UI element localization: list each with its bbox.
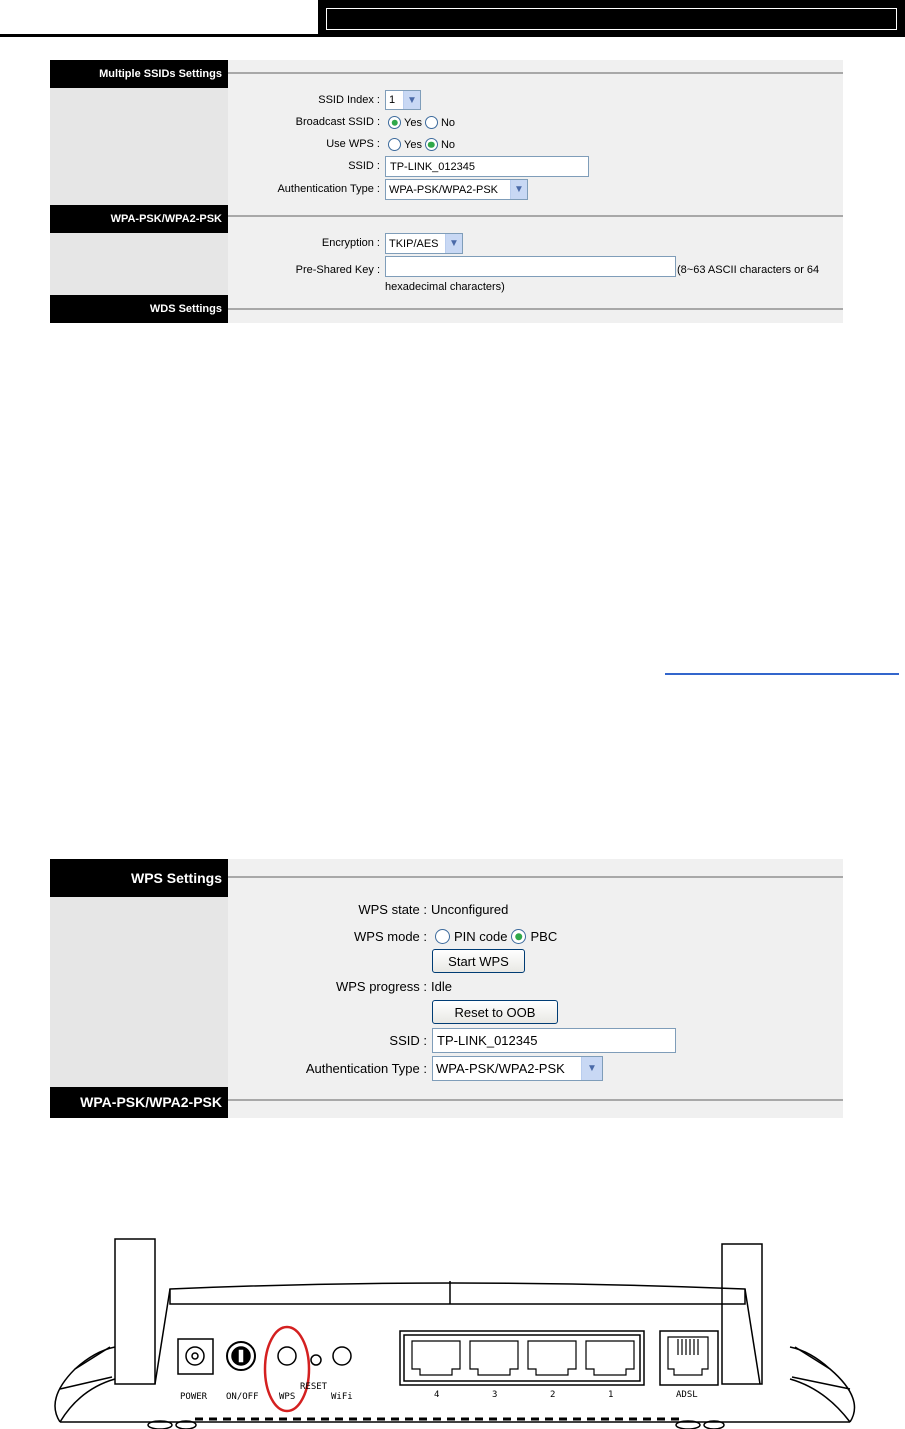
label-port-2: 2 [550, 1390, 556, 1400]
use-wps-yes-label: Yes [404, 138, 422, 151]
wps-ssid-label: SSID : [389, 1033, 427, 1048]
broadcast-yes-radio[interactable] [388, 116, 401, 129]
wps-progress-value: Idle [431, 979, 452, 994]
reset-to-oob-button[interactable]: Reset to OOB [432, 1000, 558, 1024]
label-power: POWER [180, 1392, 208, 1402]
wps-state-value: Unconfigured [431, 902, 509, 917]
wps-progress-label: WPS progress : [335, 979, 427, 994]
label-adsl: ADSL [676, 1390, 698, 1400]
use-wps-yes-radio[interactable] [388, 138, 401, 151]
wps-mode-pin-label: PIN code [454, 929, 508, 944]
wps-authentication-type-select[interactable]: WPA-PSK/WPA2-PSK ▼ [432, 1056, 603, 1081]
link-underline[interactable] [665, 673, 899, 675]
section-header-wds-settings: WDS Settings [50, 295, 228, 323]
ssid-label: SSID : [348, 160, 380, 172]
pre-shared-key-label: Pre-Shared Key : [295, 264, 380, 276]
label-reset: RESET [300, 1382, 328, 1392]
wps-authentication-type-label: Authentication Type : [305, 1061, 427, 1076]
broadcast-no-radio[interactable] [425, 116, 438, 129]
use-wps-no-label: No [440, 138, 456, 151]
wps-mode-label: WPS mode : [354, 929, 427, 944]
wps-mode-pbc-radio[interactable] [511, 929, 526, 944]
label-port-1: 1 [608, 1390, 614, 1400]
label-wifi: WiFi [331, 1392, 353, 1402]
broadcast-yes-label: Yes [404, 116, 422, 129]
wps-ssid-input[interactable]: TP-LINK_012345 [432, 1028, 676, 1053]
ssid-index-select[interactable]: 1 ▼ [385, 90, 421, 110]
use-wps-no-radio[interactable] [425, 138, 438, 151]
authentication-type-select[interactable]: WPA-PSK/WPA2-PSK ▼ [385, 179, 528, 200]
ssid-input[interactable]: TP-LINK_012345 [385, 156, 589, 177]
chevron-down-icon: ▼ [445, 234, 462, 253]
chevron-down-icon: ▼ [403, 91, 420, 109]
chevron-down-icon: ▼ [581, 1057, 602, 1080]
chevron-down-icon: ▼ [510, 180, 527, 199]
section-header-multiple-ssids: Multiple SSIDs Settings [50, 60, 228, 88]
label-wps: WPS [279, 1392, 296, 1402]
pre-shared-key-input[interactable] [385, 256, 676, 277]
page-header-bar [318, 0, 905, 37]
router-rear-panel [0, 1229, 905, 1429]
page-header-rule [0, 0, 318, 37]
section-header-wps-settings: WPS Settings [50, 859, 228, 897]
start-wps-button[interactable]: Start WPS [432, 949, 525, 973]
label-port-4: 4 [434, 1390, 440, 1400]
label-onoff: ON/OFF [226, 1392, 259, 1402]
use-wps-label: Use WPS : [326, 138, 380, 150]
multiple-ssids-panel [50, 60, 843, 323]
wps-settings-panel [50, 859, 843, 1118]
encryption-select[interactable]: TKIP/AES ▼ [385, 233, 463, 254]
ssid-index-label: SSID Index : [318, 94, 380, 106]
wps-mode-pin-radio[interactable] [435, 929, 450, 944]
wps-mode-pbc-label: PBC [530, 929, 558, 944]
section-header-wpa-psk-2: WPA-PSK/WPA2-PSK [50, 1087, 228, 1118]
authentication-type-label: Authentication Type : [277, 183, 380, 195]
broadcast-ssid-label: Broadcast SSID : [295, 116, 380, 128]
label-port-3: 3 [492, 1390, 498, 1400]
pre-shared-key-hint-2: hexadecimal characters) [385, 281, 505, 293]
wps-state-label: WPS state : [358, 902, 427, 917]
section-header-wpa-psk: WPA-PSK/WPA2-PSK [50, 205, 228, 233]
pre-shared-key-hint-1: (8~63 ASCII characters or 64 [677, 264, 820, 276]
encryption-label: Encryption : [321, 237, 380, 249]
broadcast-no-label: No [440, 116, 456, 129]
